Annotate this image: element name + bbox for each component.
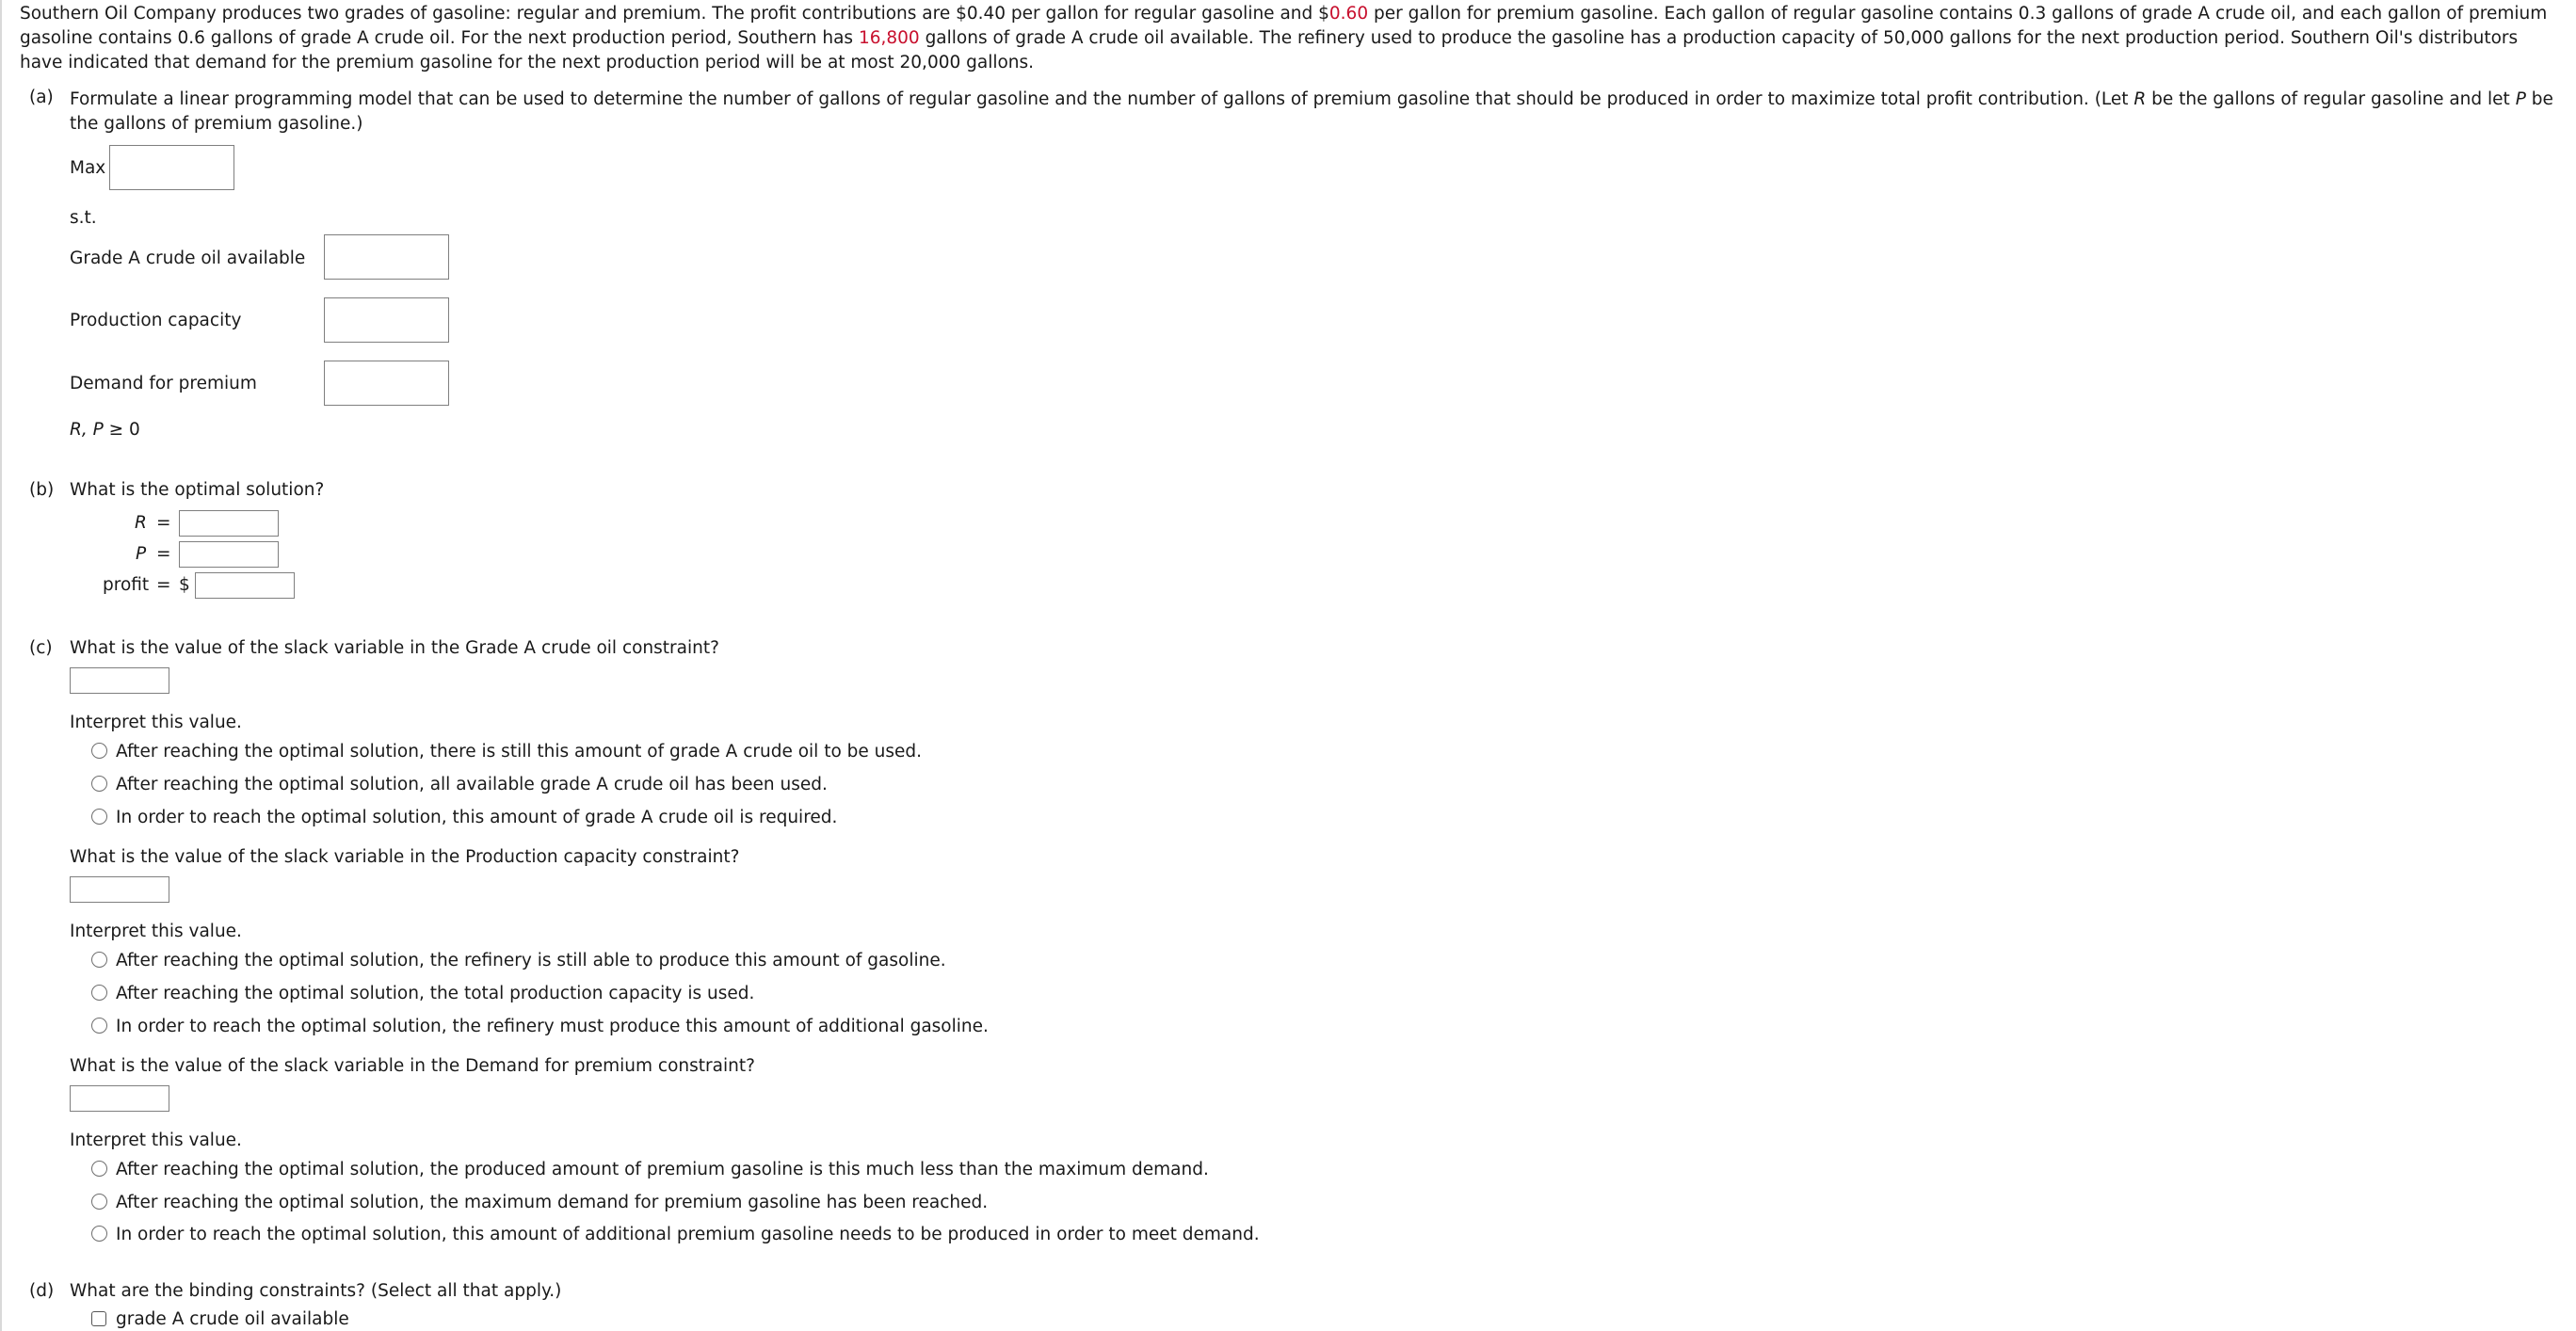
- part-b-tag: (b): [29, 480, 55, 500]
- checkbox-crude-binding-label: grade A crude oil available: [116, 1309, 349, 1329]
- objective-input[interactable]: [109, 145, 234, 190]
- radio-crude-option-2[interactable]: [91, 776, 107, 792]
- intro-text-1: Southern Oil Company produces two grades of gasoline: regular and premium. The profit contributions are $0.40 per gallon for regular gasoline and $: [20, 4, 1329, 24]
- interpret-label: Interpret this value.: [70, 1131, 242, 1150]
- constraint-label-crude: Grade A crude oil available: [70, 249, 306, 268]
- profit-input[interactable]: [195, 572, 295, 599]
- radio-demand-option-1-label: After reaching the optimal solution, the produced amount of premium gasoline is this much less than the maximum demand.: [116, 1160, 1209, 1179]
- p-input[interactable]: [179, 541, 279, 568]
- radio-demand-option-3[interactable]: [91, 1226, 107, 1242]
- crude-available-value: 16,800: [858, 28, 920, 48]
- slack-crude-question: What is the value of the slack variable in the Grade A crude oil constraint?: [70, 638, 719, 658]
- slack-demand-question: What is the value of the slack variable in the Demand for premium constraint?: [70, 1056, 755, 1076]
- radio-crude-option-3[interactable]: [91, 809, 107, 825]
- constraint-label-demand: Demand for premium: [70, 374, 257, 393]
- radio-demand-option-3-label: In order to reach the optimal solution, this amount of additional premium gasoline needs to be produced in order to meet demand.: [116, 1225, 1260, 1244]
- part-a-tag: (a): [29, 88, 54, 107]
- radio-capacity-option-3-label: In order to reach the optimal solution, the refinery must produce this amount of additional gasoline.: [116, 1017, 989, 1036]
- premium-profit-value: 0.60: [1328, 4, 1369, 24]
- radio-crude-option-3-label: In order to reach the optimal solution, this amount of grade A crude oil is required.: [116, 808, 838, 827]
- nonnegativity: R, P ≥ 0: [70, 420, 140, 440]
- p-eq: =: [156, 544, 171, 564]
- radio-crude-option-1-label: After reaching the optimal solution, there is still this amount of grade A crude oil to be used.: [116, 742, 923, 762]
- slack-crude-input[interactable]: [70, 667, 169, 694]
- checkbox-crude-binding[interactable]: [91, 1311, 106, 1326]
- radio-demand-option-2-label: After reaching the optimal solution, the maximum demand for premium gasoline has been reached.: [116, 1193, 989, 1212]
- part-b-question: What is the optimal solution?: [70, 480, 325, 500]
- constraint-input-demand[interactable]: [324, 361, 449, 406]
- radio-crude-option-1[interactable]: [91, 743, 107, 759]
- profit-label: profit: [103, 575, 150, 595]
- interpret-label: Interpret this value.: [70, 713, 242, 732]
- r-input[interactable]: [179, 510, 279, 537]
- r-eq: =: [156, 513, 171, 533]
- problem-statement: [20, 2, 2562, 75]
- radio-capacity-option-1-label: After reaching the optimal solution, the refinery is still able to produce this amount of gasoline.: [116, 951, 946, 970]
- profit-eq: =: [156, 575, 171, 595]
- left-border: [0, 0, 2, 1331]
- r-label: R: [135, 513, 147, 533]
- interpret-label: Interpret this value.: [70, 922, 242, 941]
- radio-capacity-option-3[interactable]: [91, 1018, 107, 1034]
- intro-text-2: per gallon for premium gasoline. Each gallon of regular gasoline contains 0.3 gallons of grade A crude oil, and each gallon of premium gasoline contains 0.6 gallons of grade A crude oil. For the next production period, Southern has: [20, 4, 2548, 48]
- radio-crude-option-2-label: After reaching the optimal solution, all available grade A crude oil has been used.: [116, 775, 828, 794]
- slack-capacity-input[interactable]: [70, 876, 169, 903]
- radio-capacity-option-1[interactable]: [91, 952, 107, 968]
- dollar-sign: $: [179, 575, 190, 595]
- radio-capacity-option-2-label: After reaching the optimal solution, the total production capacity is used.: [116, 984, 755, 1003]
- st-label: s.t.: [70, 208, 97, 228]
- constraint-input-capacity[interactable]: [324, 297, 449, 343]
- intro-text-3: gallons of grade A crude oil available. The refinery used to produce the gasoline has a production capacity of 50,000 gallons for the next production period. Southern Oil's distributors have indicated that demand for the premium gasoline for the next production period will be at most 20,000 gallons.: [20, 28, 2519, 72]
- radio-demand-option-1[interactable]: [91, 1161, 107, 1177]
- p-label: P: [136, 544, 147, 564]
- radio-demand-option-2[interactable]: [91, 1194, 107, 1210]
- slack-demand-input[interactable]: [70, 1085, 169, 1112]
- slack-capacity-question: What is the value of the slack variable in the Production capacity constraint?: [70, 847, 740, 867]
- part-a-question: Formulate a linear programming model that can be used to determine the number of gallons of regular gasoline and the number of gallons of premium gasoline that should be produced in order to maximize total profit contribution. (Let R be the gallons of regular gasoline and let P be the gallons of premium gasoline.): [70, 89, 2553, 134]
- part-d-tag: (d): [29, 1281, 55, 1301]
- part-d-question: What are the binding constraints? (Select all that apply.): [70, 1281, 562, 1301]
- constraint-label-capacity: Production capacity: [70, 311, 242, 330]
- radio-capacity-option-2[interactable]: [91, 985, 107, 1001]
- part-c-tag: (c): [29, 638, 53, 658]
- max-label: Max: [70, 158, 106, 178]
- constraint-input-crude[interactable]: [324, 234, 449, 280]
